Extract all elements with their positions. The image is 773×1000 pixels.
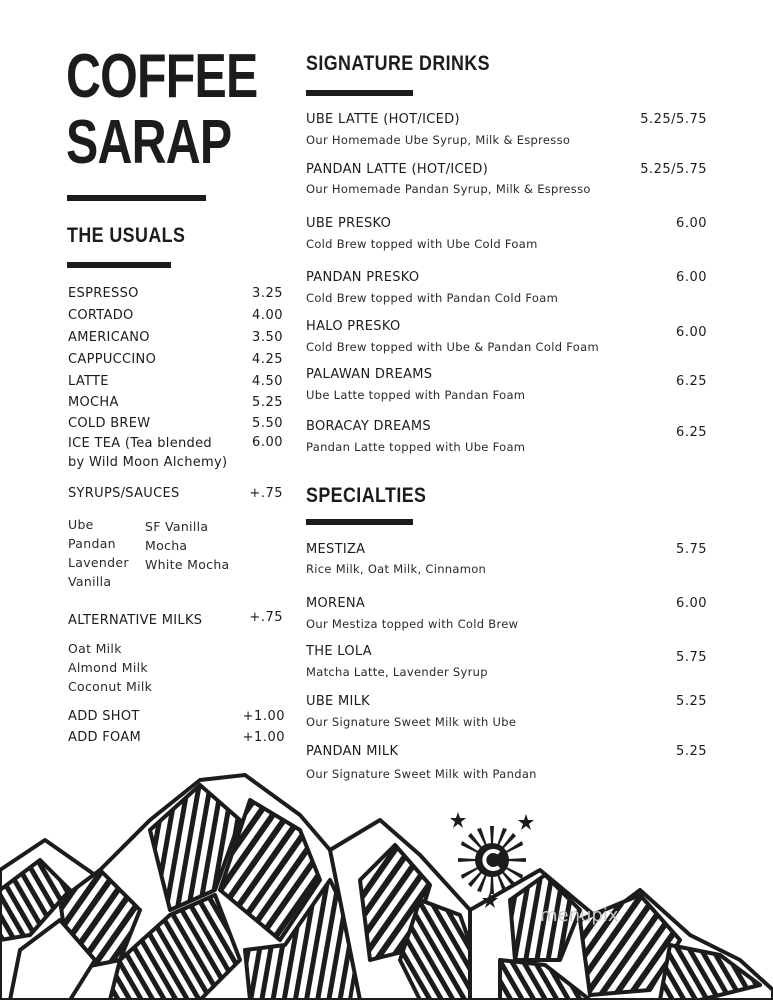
drink-name: MESTIZA <box>306 542 366 557</box>
syrups-price: +.75 <box>249 486 283 501</box>
drink-name: HALO PRESKO <box>306 319 401 334</box>
menu-item-price: 3.50 <box>252 330 283 345</box>
drink-name: PALAWAN DREAMS <box>306 367 433 382</box>
menu-item-name: CAPPUCCINO <box>68 352 157 367</box>
drink-price: 5.25/5.75 <box>640 112 707 127</box>
drink-description: Rice Milk, Oat Milk, Cinnamon <box>306 562 487 576</box>
drink-price: 6.25 <box>676 425 707 440</box>
list-item: SF Vanilla <box>145 519 209 534</box>
brand-title-line1: COFFEE <box>66 42 258 111</box>
addon-price: +1.00 <box>242 730 285 745</box>
drink-price: 5.25/5.75 <box>640 162 707 177</box>
drink-price: 6.00 <box>676 270 707 285</box>
milks-price: +.75 <box>249 610 283 625</box>
drink-description: Matcha Latte, Lavender Syrup <box>306 665 488 679</box>
drink-name: UBE LATTE (HOT/ICED) <box>306 112 460 127</box>
menu-item-name: AMERICANO <box>68 330 150 345</box>
drink-description: Our Signature Sweet Milk with Ube <box>306 715 517 729</box>
milks-list <box>68 639 152 696</box>
signature-heading: SIGNATURE DRINKS <box>306 52 490 75</box>
specialties-divider <box>306 519 413 525</box>
mountain-illustration <box>0 760 773 1000</box>
mountain-range <box>0 775 773 1000</box>
menu-item-price: 3.25 <box>252 286 283 301</box>
drink-name: THE LOLA <box>306 644 372 659</box>
drink-description: Pandan Latte topped with Ube Foam <box>306 440 526 454</box>
drink-price: 6.00 <box>676 596 707 611</box>
menu-item-price: 6.00 <box>252 435 283 450</box>
specialties-heading: SPECIALTIES <box>306 484 427 507</box>
watermark: menupix <box>540 905 619 926</box>
drink-price: 6.00 <box>676 216 707 231</box>
syrups-label: SYRUPS/SAUCES <box>68 486 180 501</box>
drink-description: Ube Latte topped with Pandan Foam <box>306 388 526 402</box>
usuals-heading: THE USUALS <box>67 224 186 247</box>
menu-item-name: ESPRESSO <box>68 286 139 301</box>
menu-item-price: 5.25 <box>252 395 283 410</box>
menu-item-price: 4.50 <box>252 374 283 389</box>
list-item: Coconut Milk <box>68 679 153 694</box>
drink-price: 5.25 <box>676 694 707 709</box>
drink-name: UBE MILK <box>306 694 370 709</box>
drink-price: 6.25 <box>676 374 707 389</box>
menu-item-name <box>68 434 227 472</box>
menu-item-price: 4.00 <box>252 308 283 323</box>
menu-item-name-line2: by Wild Moon Alchemy) <box>68 455 228 470</box>
drink-description: Our Signature Sweet Milk with Pandan <box>306 767 537 781</box>
drink-name: PANDAN LATTE (HOT/ICED) <box>306 162 489 177</box>
drink-name: BORACAY DREAMS <box>306 419 431 434</box>
list-item: White Mocha <box>145 557 230 572</box>
list-item: Mocha <box>145 538 188 553</box>
drink-description: Cold Brew topped with Ube & Pandan Cold Foam <box>306 340 599 354</box>
menu-item-name: MOCHA <box>68 395 119 410</box>
milks-label: ALTERNATIVE MILKS <box>68 613 203 628</box>
brand-title-line2: SARAP <box>66 108 232 177</box>
list-item: Oat Milk <box>68 641 122 656</box>
drink-description: Cold Brew topped with Pandan Cold Foam <box>306 291 559 305</box>
addon-price: +1.00 <box>242 709 285 724</box>
list-item: Lavender <box>68 555 129 570</box>
drink-price: 5.75 <box>676 542 707 557</box>
sun-core <box>475 843 509 877</box>
menu-item-name-line1: ICE TEA (Tea blended <box>68 436 212 451</box>
list-item: Almond Milk <box>68 660 148 675</box>
drink-name: MORENA <box>306 596 366 611</box>
list-item: Ube <box>68 517 94 532</box>
list-item: Vanilla <box>68 574 112 589</box>
drink-price: 5.75 <box>676 650 707 665</box>
menu-item-price: 5.50 <box>252 416 283 431</box>
drink-description: Cold Brew topped with Ube Cold Foam <box>306 237 538 251</box>
drink-description: Our Mestiza topped with Cold Brew <box>306 617 519 631</box>
drink-price: 6.00 <box>676 325 707 340</box>
addon-name: ADD FOAM <box>68 730 142 745</box>
drink-price: 5.25 <box>676 744 707 759</box>
usuals-divider <box>67 262 171 268</box>
signature-divider <box>306 90 413 96</box>
menu-item-name: CORTADO <box>68 308 134 323</box>
menu-item-name: LATTE <box>68 374 109 389</box>
menu-item-price: 4.25 <box>252 352 283 367</box>
menu-item-name: COLD BREW <box>68 416 151 431</box>
drink-name: PANDAN PRESKO <box>306 270 420 285</box>
syrups-list-col1 <box>68 515 129 591</box>
sun-logo-icon <box>446 812 538 908</box>
drink-description: Our Homemade Ube Syrup, Milk & Espresso <box>306 133 571 147</box>
drink-description: Our Homemade Pandan Syrup, Milk & Espresso <box>306 182 591 196</box>
list-item: Pandan <box>68 536 116 551</box>
drink-name: PANDAN MILK <box>306 744 399 759</box>
title-divider <box>67 195 206 201</box>
syrups-list-col2 <box>145 517 230 574</box>
addon-name: ADD SHOT <box>68 709 140 724</box>
brand-title <box>66 44 257 176</box>
drink-name: UBE PRESKO <box>306 216 392 231</box>
